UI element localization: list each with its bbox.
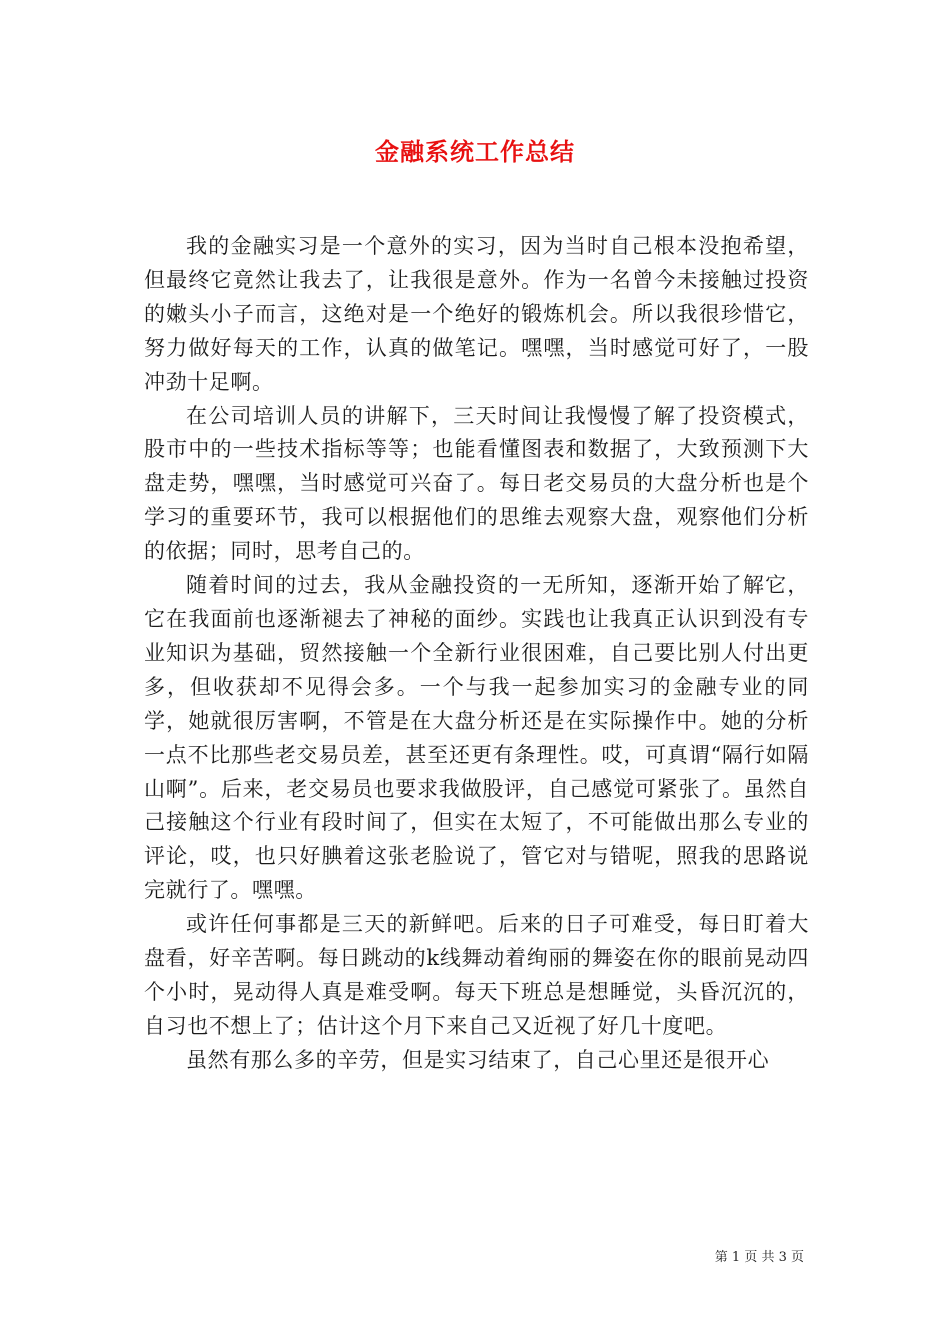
document-title: 金融系统工作总结 xyxy=(375,137,575,166)
paragraph: 或许任何事都是三天的新鲜吧。后来的日子可难受，每日盯着大盘看，好辛苦啊。每日跳动的k线舞动着绚丽的舞姿在你的眼前晃动四个小时，晃动得人真是难受啊。每天下班总是想睡觉，头昏沉沉的，自习也不想上了；估计这个月下来自己又近视了好几十度吧。 xyxy=(144,912,809,1038)
paragraph: 我的金融实习是一个意外的实习，因为当时自己根本没抱希望，但最终它竟然让我去了，让我很是意外。作为一名曾今未接触过投资的嫩头小子而言，这绝对是一个绝好的锻炼机会。所以我很珍惜它，努力做好每天的工作，认真的做笔记。嘿嘿，当时感觉可好了，一股冲劲十足啊。 xyxy=(144,234,809,394)
paragraph: 随着时间的过去，我从金融投资的一无所知，逐渐开始了解它，它在我面前也逐渐褪去了神秘的面纱。实践也让我真正认识到没有专业知识为基础，贸然接触一个全新行业很困难，自己要比别人付出更多，但收获却不见得会多。一个与我一起参加实习的金融专业的同学，她就很厉害啊，不管是在大盘分析还是在实际操作中。她的分析一点不比那些老交易员差，甚至还更有条理性。哎，可真谓“隔行如隔山啊”。后来，老交易员也要求我做股评，自己感觉可紧张了。虽然自己接触这个行业有段时间了，但实在太短了，不可能做出那么专业的评论，哎，也只好腆着这张老脸说了，管它对与错呢，照我的思路说完就行了。嘿嘿。 xyxy=(144,573,809,903)
document-body xyxy=(144,230,809,1078)
paragraph: 在公司培训人员的讲解下，三天时间让我慢慢了解了投资模式，股市中的一些技术指标等等；也能看懂图表和数据了，大致预测下大盘走势，嘿嘿，当时感觉可兴奋了。每日老交易员的大盘分析也是个学习的重要环节，我可以根据他们的思维去观察大盘，观察他们分析的依据；同时，思考自己的。 xyxy=(144,403,809,564)
page-number-footer: 第 1 页 共 3 页 xyxy=(714,1250,804,1265)
paragraph: 虽然有那么多的辛劳，但是实习结束了，自己心里还是很开心 xyxy=(186,1047,770,1072)
